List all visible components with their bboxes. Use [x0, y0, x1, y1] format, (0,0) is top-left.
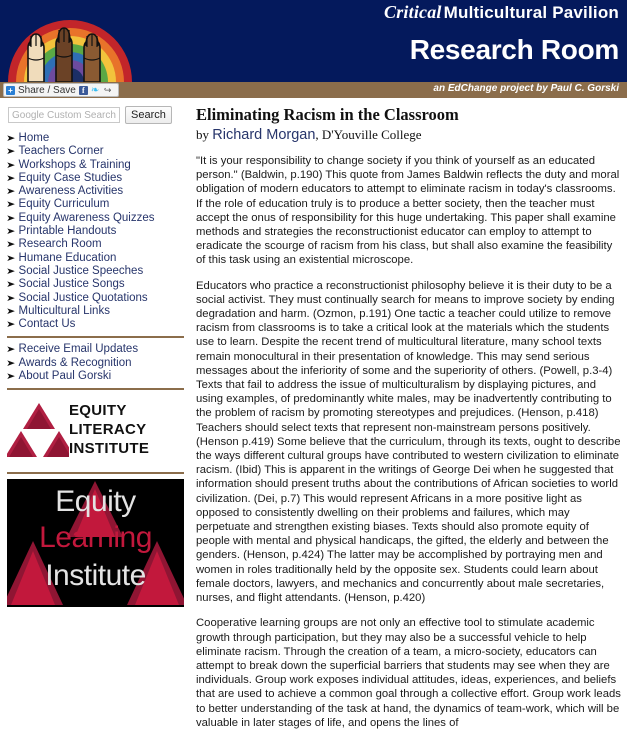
sidebar-divider — [7, 472, 184, 474]
sidebar-item-social-justice-songs[interactable] — [7, 278, 190, 291]
project-credit: an EdChange project by Paul C. Gorski — [433, 83, 619, 94]
sidebar-item-workshops-training[interactable] — [7, 159, 190, 172]
credit-strip — [0, 82, 627, 98]
arrow-bullet-icon: ➤ — [6, 279, 16, 290]
sidebar-link-label[interactable]: Equity Case Studies — [18, 171, 123, 184]
site-logo[interactable] — [0, 0, 140, 82]
eli-learning-line-1: Equity — [55, 485, 136, 519]
site-brand — [384, 2, 619, 23]
arrow-bullet-icon: ➤ — [6, 292, 16, 303]
byline-prefix: by — [196, 127, 209, 142]
primary-nav — [5, 132, 190, 331]
three-raised-fists-rainbow-icon — [0, 0, 140, 82]
article-paragraph: Cooperative learning groups are not only an effective tool to stimulate academic growth through participation, but they may also be a successful vehicle to help eliminate racism. Through the creation of a team, a micro-society, educators can attempt to break down the superficial barriers that students may see when they are individuals. Group work exposes individual attitudes, ideas, experiences, and beliefs that are used to achieve a common goal through a collective effort. Group work leads to better understanding of the task at hand, the dynamics of team-work, which will be valuable in later stages of life, and opens the lines of — [196, 617, 621, 729]
brand-rest-words: Multicultural Pavilion — [443, 3, 619, 22]
secondary-nav — [5, 343, 190, 383]
sidebar-link-label[interactable]: Printable Handouts — [18, 225, 117, 238]
twitter-icon[interactable]: ❧ — [90, 84, 100, 96]
sidebar-item-equity-curriculum[interactable] — [7, 198, 190, 211]
arrow-bullet-icon: ➤ — [6, 371, 16, 382]
arrow-bullet-icon: ➤ — [6, 319, 16, 330]
sidebar-item-equity-case-studies[interactable] — [7, 172, 190, 185]
sidebar-item-social-justice-quotations[interactable] — [7, 292, 190, 305]
sidebar-item-home[interactable] — [7, 132, 190, 145]
sidebar-link-label[interactable]: Teachers Corner — [18, 145, 104, 158]
page-body — [0, 98, 627, 741]
arrow-bullet-icon: ➤ — [6, 252, 16, 263]
brand-critical-word: Critical — [384, 2, 442, 22]
sidebar-item-awareness-activities[interactable] — [7, 185, 190, 198]
article-title: Eliminating Racism in the Classroom — [196, 105, 459, 124]
search-button[interactable]: Search — [125, 106, 172, 124]
arrow-bullet-icon: ➤ — [6, 344, 16, 355]
sidebar-divider — [7, 388, 184, 390]
author-link[interactable]: Richard Morgan — [212, 127, 316, 143]
article-paragraph: "It is your responsibility to change society if you think of yourself as an educated person." (Baldwin, p.190) This quote from James Baldwin reflects the duty and moral obligation of modern educators to attempt to eliminate racism in today's classrooms. If the role of education truly is to produce a better society, then the teacher must accept the onus of responsibility for this huge undertaking. This paper shall examine methods and strategies the reconstructionist educator can employ to attempt to eradicate the scourge of racism from his class, but shall also examine the feasibility of this task using an existential microscope. — [196, 155, 620, 267]
arrow-bullet-icon: ➤ — [6, 159, 16, 170]
sidebar-item-humane-education[interactable] — [7, 252, 190, 265]
article-content — [190, 98, 627, 741]
arrow-bullet-icon: ➤ — [6, 186, 16, 197]
sidebar-link-label[interactable]: Social Justice Speeches — [18, 264, 144, 277]
sidebar-link-label[interactable]: Receive Email Updates — [18, 343, 139, 356]
sidebar-item-social-justice-speeches[interactable] — [7, 265, 190, 278]
sidebar-divider — [7, 336, 184, 338]
sidebar-item-about-paul-gorski[interactable] — [7, 370, 190, 383]
article-paragraph: Educators who practice a reconstructionist philosophy believe it is their duty to be a social activist. They must continually search for means to improve society by ending degradation and harm. (Ozmon, p.191) One tactic a teacher could utilize to remove racism from classrooms is to take a critical look at the materials which the students use to learn. Despite the recent trend of multicultural literature, many school texts remain monocultural in their presentation of knowledge. This may send serious messages about the inferiority of some and the superiority of others. (Powell, p.3-4) Texts that fail to address the issue of multiculturalism by displaying pictures, and using examples, of predominantly white males, may be inadvertently contributing to the problem of racism by promoting stereotypes and prejudices. (Henson, p.418) Teachers should select texts that represent non-mainstream persons positively. (Henson p.419) Some believe that the curriculum, through its texts, ought to describe the ways different cultural groups have contributed to western civilization to eliminate racism. (Ibid) This is apparent in the writings of George Dei when he suggested that information should present truths about the contributions of African societies to world civilization. (Dei, p.7) This would represent Africans in a more positive light as opposed to consistently dwelling on their problems and failures, which may perpetuate and strengthen existing biases. Texts should also promote equity of people with mental and physical handicaps, the gifted, the elderly and between the genders. (Henson, p.424) The latter may be accomplished by portraying men and women in roles traditionally held by the opposite sex. Students could learn about female doctors, lawyers, and mechanics and concurrently about male secretaries, nurses, and flight attendants. (Henson, p.420) — [196, 279, 621, 605]
sidebar-link-label[interactable]: Social Justice Songs — [18, 278, 125, 291]
arrow-bullet-icon: ➤ — [6, 305, 16, 316]
sidebar-item-awards-recognition[interactable] — [7, 357, 190, 370]
sidebar-item-printable-handouts[interactable] — [7, 225, 190, 238]
sidebar-link-label[interactable]: Humane Education — [18, 251, 117, 264]
arrow-bullet-icon: ➤ — [6, 199, 16, 210]
sidebar-item-multicultural-links[interactable] — [7, 305, 190, 318]
triangle-logo-icon — [7, 395, 69, 467]
arrow-bullet-icon: ➤ — [6, 265, 16, 276]
article-byline — [196, 126, 621, 144]
share-arrow-icon[interactable]: ↪ — [103, 84, 112, 95]
eli-line-2: LITERACY — [69, 421, 147, 439]
sidebar-link-label[interactable]: Equity Curriculum — [18, 198, 110, 211]
equity-literacy-institute-banner[interactable] — [7, 395, 184, 467]
sidebar-link-label[interactable]: Contact Us — [18, 318, 76, 331]
facebook-icon[interactable]: f — [79, 86, 88, 95]
equity-learning-institute-banner[interactable] — [7, 479, 184, 607]
share-save-widget[interactable] — [3, 83, 119, 97]
search-form — [8, 106, 190, 124]
sidebar-link-label[interactable]: Research Room — [18, 238, 102, 251]
sidebar-link-label[interactable]: Equity Awareness Quizzes — [18, 211, 155, 224]
sidebar-item-equity-awareness-quizzes[interactable] — [7, 212, 190, 225]
eli-learning-line-3: Institute — [45, 559, 146, 593]
eli-learning-line-2: Learning — [39, 521, 152, 555]
site-masthead — [0, 0, 627, 82]
eli-line-1: EQUITY — [69, 402, 127, 420]
sidebar-link-label[interactable]: Workshops & Training — [18, 158, 131, 171]
sidebar-item-contact-us[interactable] — [7, 318, 190, 331]
sidebar-item-teachers-corner[interactable] — [7, 145, 190, 158]
sidebar-link-label[interactable]: Social Justice Quotations — [18, 291, 148, 304]
sidebar-link-label[interactable]: About Paul Gorski — [18, 370, 112, 383]
sidebar-item-receive-email-updates[interactable] — [7, 343, 190, 356]
arrow-bullet-icon: ➤ — [6, 146, 16, 157]
sidebar-link-label[interactable]: Home — [18, 132, 50, 144]
sidebar-link-label[interactable]: Multicultural Links — [18, 304, 110, 317]
arrow-bullet-icon: ➤ — [6, 212, 16, 223]
arrow-bullet-icon: ➤ — [6, 226, 16, 237]
arrow-bullet-icon: ➤ — [6, 172, 16, 183]
arrow-bullet-icon: ➤ — [6, 133, 16, 143]
eli-line-3: INSTITUTE — [69, 440, 150, 458]
author-affiliation: , D'Youville College — [315, 127, 422, 142]
sidebar-link-label[interactable]: Awards & Recognition — [18, 356, 132, 369]
add-share-icon[interactable]: + — [6, 86, 15, 95]
sidebar-link-label[interactable]: Awareness Activities — [18, 185, 124, 198]
arrow-bullet-icon: ➤ — [6, 239, 16, 250]
search-input[interactable] — [8, 107, 120, 123]
page-title: Research Room — [409, 34, 619, 65]
sidebar — [0, 98, 190, 607]
share-save-label: Share / Save — [18, 84, 76, 96]
sidebar-item-research-room[interactable] — [7, 238, 190, 251]
equity-literacy-institute-wordmark — [69, 401, 149, 458]
arrow-bullet-icon: ➤ — [6, 357, 16, 368]
